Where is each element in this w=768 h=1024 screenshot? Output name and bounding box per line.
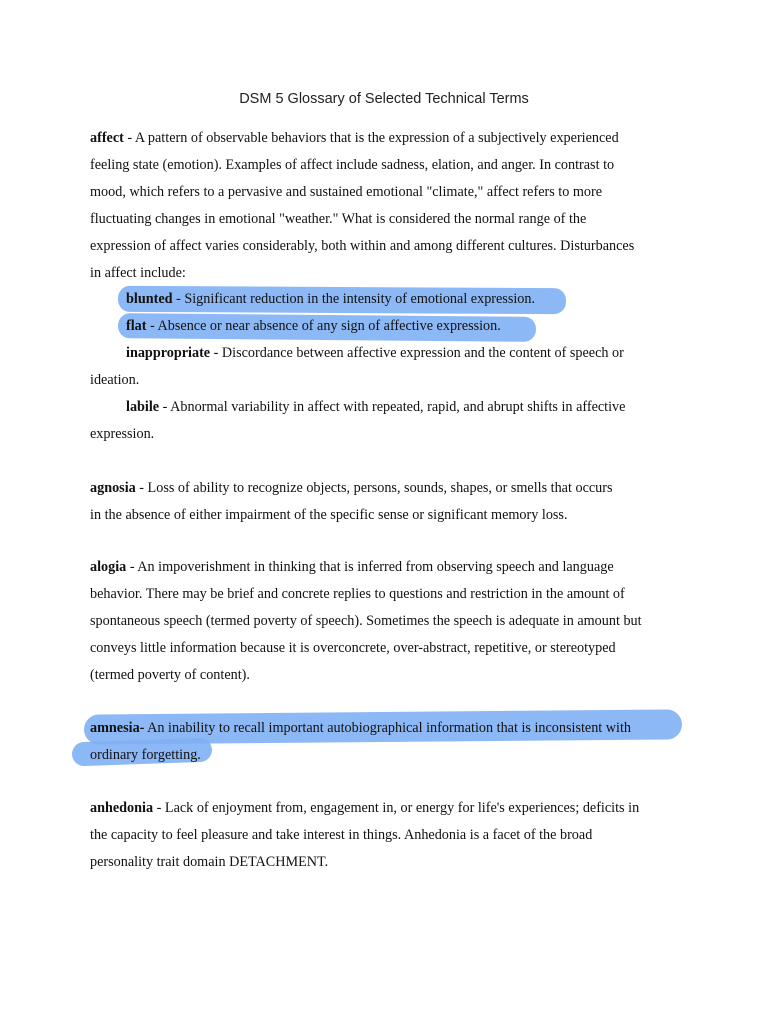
- term-anhedonia: anhedonia: [90, 800, 154, 816]
- entry-alogia-line-5: (termed poverty of content).: [90, 667, 250, 683]
- subentry-flat: [126, 316, 501, 336]
- definition-text: - Lack of enjoyment from, engagement in, or energy for life's experiences; deficits in: [153, 800, 640, 816]
- entry-alogia-line-1: [90, 557, 614, 577]
- definition-text: - Loss of ability to recognize objects, persons, sounds, shapes, or smells that occurs: [135, 480, 613, 496]
- subentry-labile-cont: expression.: [90, 426, 155, 442]
- entry-anhedonia-line-3: personality trait domain DETACHMENT.: [90, 854, 329, 870]
- entry-amnesia-line-1: [90, 718, 631, 738]
- entry-affect-line-6: in affect include:: [90, 265, 186, 281]
- page-title: DSM 5 Glossary of Selected Technical Terms: [239, 91, 529, 107]
- entry-affect-line-5: expression of affect varies considerably, both within and among different cultures. Disturbances: [90, 238, 635, 254]
- definition-text: - Significant reduction in the intensity of emotional expression.: [172, 291, 536, 307]
- definition-text: - Discordance between affective expression and the content of speech or: [210, 345, 624, 361]
- subentry-labile: [126, 397, 625, 417]
- entry-alogia-line-2: behavior. There may be brief and concrete replies to questions and restriction in the amount of: [90, 586, 625, 602]
- definition-text: - Abnormal variability in affect with repeated, rapid, and abrupt shifts in affective: [159, 399, 626, 415]
- subentry-blunted: [126, 289, 535, 309]
- entry-amnesia-line-2: ordinary forgetting.: [90, 747, 201, 763]
- definition-text: An inability to recall important autobiographical information that is inconsistent with: [144, 720, 632, 736]
- entry-alogia-line-3: spontaneous speech (termed poverty of speech). Sometimes the speech is adequate in amount but: [90, 613, 642, 629]
- definition-text: - Absence or near absence of any sign of affective expression.: [146, 318, 501, 334]
- entry-affect-line-2: feeling state (emotion). Examples of affect include sadness, elation, and anger. In contrast to: [90, 157, 615, 173]
- term-inappropriate: inappropriate: [126, 345, 211, 361]
- entry-agnosia-line-2: in the absence of either impairment of the specific sense or significant memory loss.: [90, 507, 568, 523]
- entry-agnosia-line-1: [90, 478, 613, 498]
- term-alogia: alogia: [90, 559, 127, 575]
- entry-affect-line-1: [90, 128, 619, 148]
- entry-anhedonia-line-1: [90, 798, 639, 818]
- entry-anhedonia-line-2: the capacity to feel pleasure and take interest in things. Anhedonia is a facet of the broad: [90, 827, 593, 843]
- entry-affect-line-3: mood, which refers to a pervasive and sustained emotional "climate," affect refers to more: [90, 184, 603, 200]
- term-agnosia: agnosia: [90, 480, 136, 496]
- term-blunted: blunted: [126, 291, 173, 307]
- term-labile: labile: [126, 399, 160, 415]
- term-flat: flat: [126, 318, 147, 334]
- entry-affect-line-4: fluctuating changes in emotional "weather." What is considered the normal range of the: [90, 211, 587, 227]
- term-affect: affect: [90, 130, 124, 146]
- definition-text: - A pattern of observable behaviors that is the expression of a subjectively experienced: [123, 130, 619, 146]
- definition-text: - An impoverishment in thinking that is inferred from observing speech and language: [126, 559, 614, 575]
- subentry-inappropriate: [126, 343, 624, 363]
- entry-alogia-line-4: conveys little information because it is overconcrete, over-abstract, repetitive, or stereotyped: [90, 640, 616, 656]
- term-amnesia: amnesia-: [90, 720, 145, 736]
- subentry-inappropriate-cont: ideation.: [90, 372, 140, 388]
